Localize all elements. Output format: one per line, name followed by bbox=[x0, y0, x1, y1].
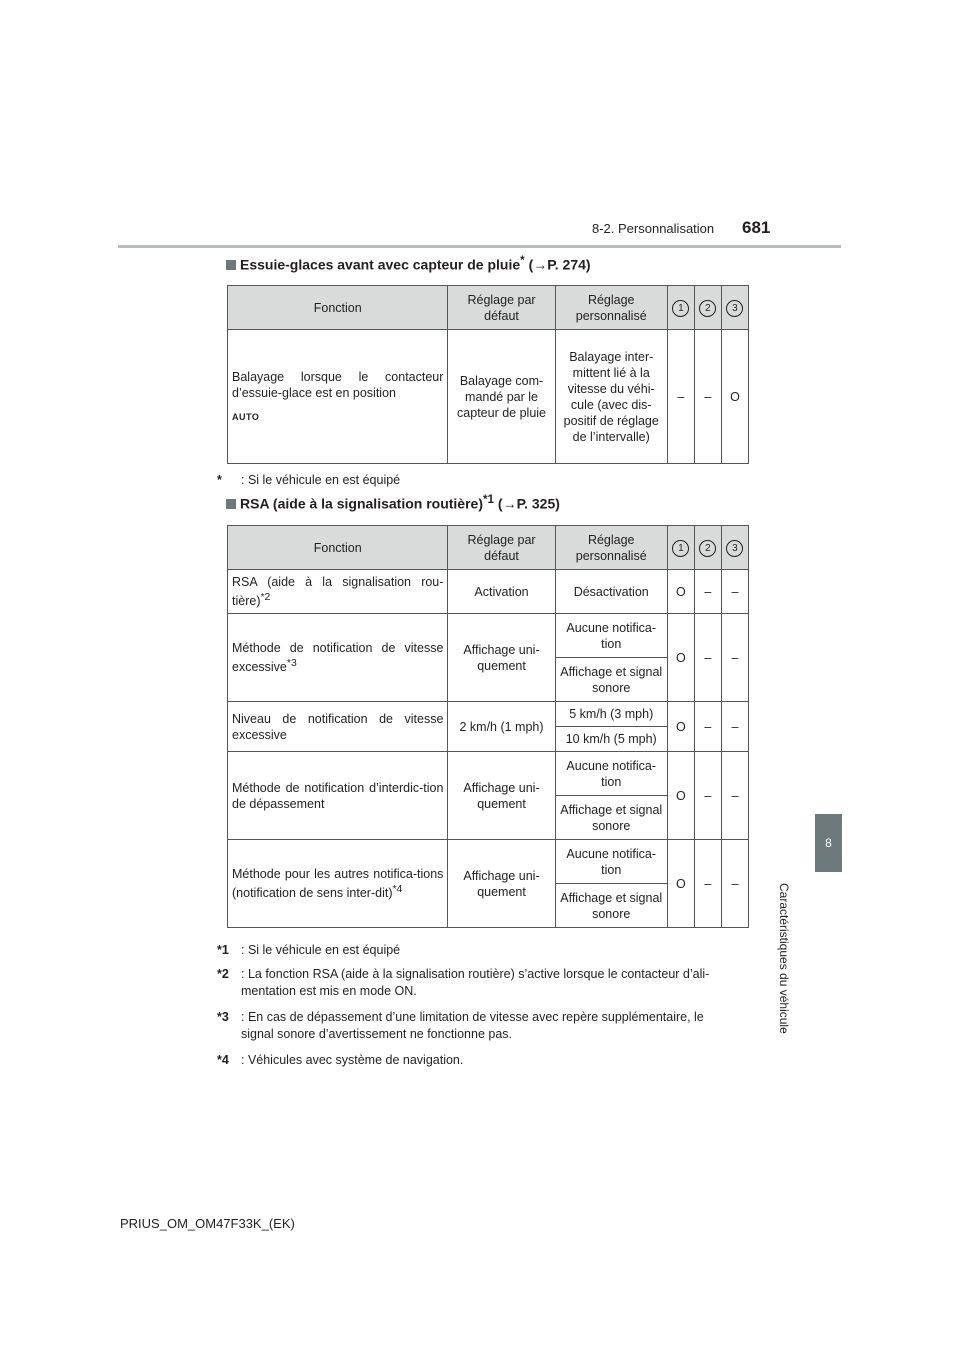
table-cell-default: Affichage uni-quement bbox=[448, 614, 555, 702]
footnote: *4 : Véhicules avec système de navigation. bbox=[217, 1053, 464, 1067]
table-cell-3: – bbox=[721, 702, 748, 752]
table-cell-3: – bbox=[721, 614, 748, 702]
table-cell-3: – bbox=[721, 840, 748, 928]
square-bullet-icon bbox=[226, 499, 236, 509]
table-cell-custom: Balayage inter-mittent lié à la vitesse du véhi-cule (avec dis-positif de réglage de l’intervalle) bbox=[555, 330, 667, 464]
circled-1-icon: 1 bbox=[672, 540, 689, 557]
header-rule bbox=[118, 245, 841, 248]
table-cell-1: O bbox=[667, 614, 694, 702]
section1-title: Essuie-glaces avant avec capteur de pluie bbox=[240, 256, 521, 273]
table-cell-default: Activation bbox=[448, 570, 555, 614]
table-row bbox=[228, 702, 749, 727]
table-cell-1: O bbox=[667, 702, 694, 752]
table-cell-custom: Affichage et signal sonore bbox=[555, 796, 667, 840]
col-3 bbox=[721, 526, 748, 570]
col-default: Réglage par défaut bbox=[448, 286, 555, 330]
table-cell-custom: Aucune notifica-tion bbox=[555, 752, 667, 796]
footnote: * : Si le véhicule en est équipé bbox=[217, 473, 401, 487]
table-row bbox=[228, 614, 749, 658]
table-row bbox=[228, 570, 749, 614]
chapter-title: Caractéristiques du véhicule bbox=[777, 883, 791, 1034]
table-cell-custom: Affichage et signal sonore bbox=[555, 658, 667, 702]
table-cell-function: Méthode de notification de vitesse excessive$^{*3}$ bbox=[228, 614, 448, 702]
table-row bbox=[228, 752, 749, 796]
col-3 bbox=[721, 286, 748, 330]
col-fonction: Fonction bbox=[228, 286, 448, 330]
table-cell-1: – bbox=[667, 330, 694, 464]
section-header: 8-2. Personnalisation bbox=[592, 221, 715, 236]
section2-heading bbox=[226, 493, 560, 512]
table-cell-3: – bbox=[721, 752, 748, 840]
section1-star: * bbox=[520, 254, 525, 267]
table-cell-custom: 10 km/h (5 mph) bbox=[555, 727, 667, 752]
table-cell-custom: 5 km/h (3 mph) bbox=[555, 702, 667, 727]
page-number: 681 bbox=[742, 218, 771, 237]
chapter-tab[interactable]: 8 bbox=[815, 814, 842, 872]
table-cell-function: Balayage lorsque le contacteur d’essuie-glace est en position AUTO bbox=[228, 330, 448, 464]
circled-2-icon: 2 bbox=[699, 300, 716, 317]
chapter-title-vertical bbox=[777, 883, 806, 1043]
table-cell-function: Méthode pour les autres notifica-tions (notification de sens inter-dit)$^{*4}$ bbox=[228, 840, 448, 928]
table-cell-3: O bbox=[721, 330, 748, 464]
rsa-settings-table bbox=[227, 525, 749, 928]
table-cell-default: Affichage uni-quement bbox=[448, 752, 555, 840]
table-cell-1: O bbox=[667, 570, 694, 614]
section1-heading bbox=[226, 254, 591, 273]
footnote: *1 : Si le véhicule en est équipé bbox=[217, 943, 401, 957]
table-cell-2: – bbox=[694, 570, 721, 614]
table-row bbox=[228, 840, 749, 884]
table-cell-default: Balayage com-mandé par le capteur de pluie bbox=[448, 330, 555, 464]
footnote: *2 : La fonction RSA (aide à la signalisation routière) s’active lorsque le contacteur d’ali-mentation est mis en mode ON. bbox=[217, 967, 710, 998]
table-cell-2: – bbox=[694, 752, 721, 840]
table-cell-2: – bbox=[694, 330, 721, 464]
table-cell-custom: Désactivation bbox=[555, 570, 667, 614]
table-cell-1: O bbox=[667, 840, 694, 928]
document-id: PRIUS_OM_OM47F33K_(EK) bbox=[120, 1216, 295, 1231]
table-cell-default: 2 km/h (1 mph) bbox=[448, 702, 555, 752]
circled-2-icon: 2 bbox=[699, 540, 716, 557]
table-cell-2: – bbox=[694, 614, 721, 702]
table-cell-2: – bbox=[694, 702, 721, 752]
col-default: Réglage par défaut bbox=[448, 526, 555, 570]
circled-1-icon: 1 bbox=[672, 300, 689, 317]
table-cell-2: – bbox=[694, 840, 721, 928]
col-2 bbox=[694, 526, 721, 570]
square-bullet-icon bbox=[226, 260, 236, 270]
table-cell-1: O bbox=[667, 752, 694, 840]
col-1 bbox=[667, 526, 694, 570]
table-cell-function: Méthode de notification d’interdic-tion de dépassement bbox=[228, 752, 448, 840]
col-2 bbox=[694, 286, 721, 330]
section2-ref-link[interactable]: (→P. 325) bbox=[497, 495, 560, 512]
wiper-settings-table bbox=[227, 285, 749, 464]
circled-3-icon: 3 bbox=[726, 540, 743, 557]
col-fonction: Fonction bbox=[228, 526, 448, 570]
col-1 bbox=[667, 286, 694, 330]
col-custom: Réglage personnalisé bbox=[555, 286, 667, 330]
section1-ref-link[interactable]: (→P. 274) bbox=[528, 256, 591, 273]
table-cell-3: – bbox=[721, 570, 748, 614]
table-cell-custom: Affichage et signal sonore bbox=[555, 884, 667, 928]
table-cell-custom: Aucune notifica-tion bbox=[555, 614, 667, 658]
footnote: *3 : En cas de dépassement d’une limitation de vitesse avec repère supplémentaire, le signal sonore d’avertissement ne fonctionne pas. bbox=[217, 1010, 704, 1041]
table-cell-function: Niveau de notification de vitesse excessive bbox=[228, 702, 448, 752]
table-cell-default: Affichage uni-quement bbox=[448, 840, 555, 928]
col-custom: Réglage personnalisé bbox=[555, 526, 667, 570]
section2-title: RSA (aide à la signalisation routière) bbox=[240, 495, 483, 512]
circled-3-icon: 3 bbox=[726, 300, 743, 317]
auto-badge-icon: AUTO bbox=[232, 411, 260, 422]
section2-star: *1 bbox=[482, 493, 495, 506]
table-cell-custom: Aucune notifica-tion bbox=[555, 840, 667, 884]
table-cell-function: RSA (aide à la signalisation rou-tière)$^{*2}$ bbox=[228, 570, 448, 614]
